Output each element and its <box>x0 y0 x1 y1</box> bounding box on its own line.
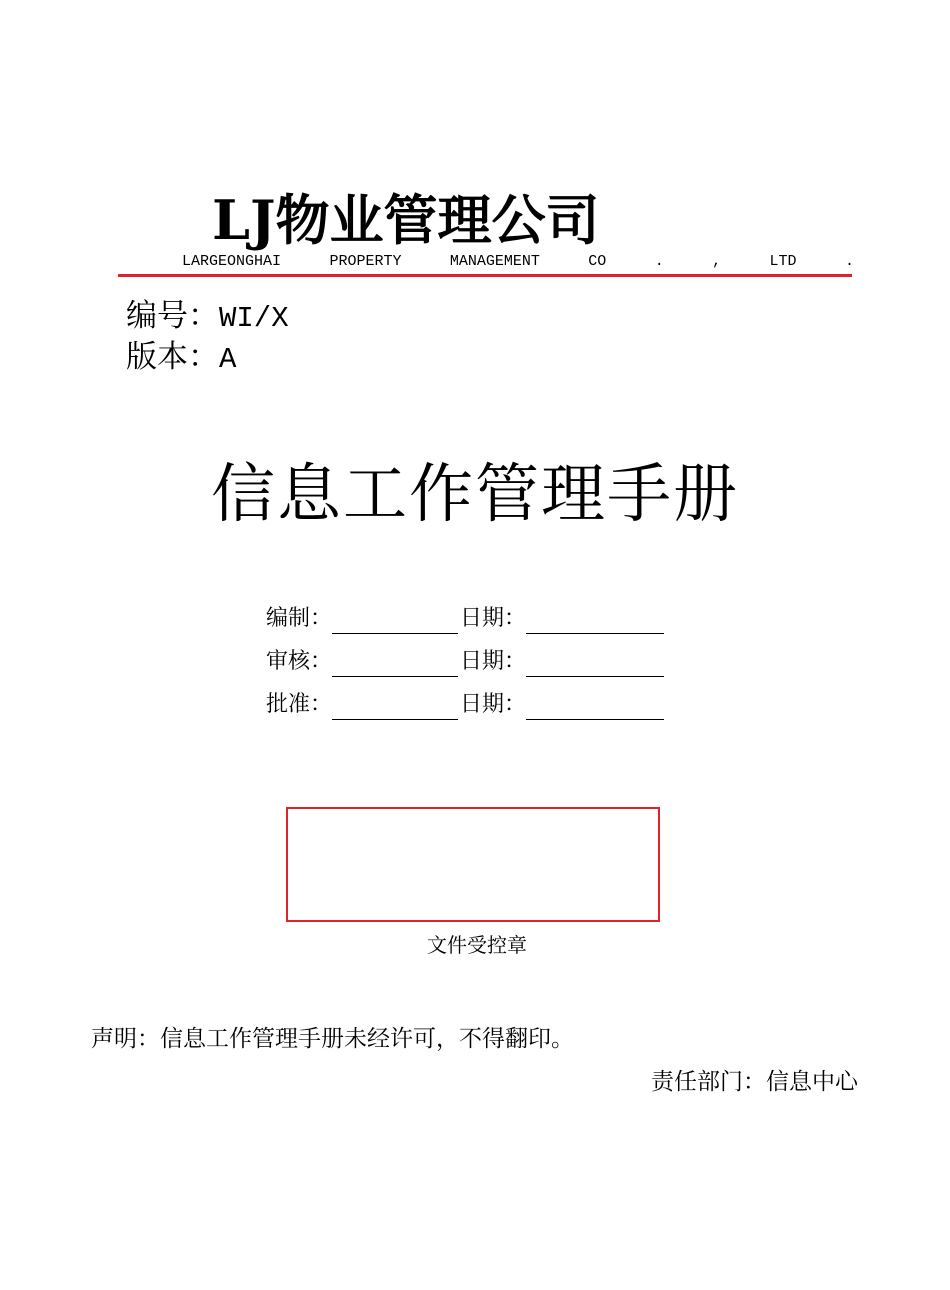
company-en-word: , <box>712 253 722 270</box>
date-blank[interactable] <box>526 695 664 720</box>
company-name: LJ物业管理公司 <box>212 188 600 252</box>
signature-label: 批准： <box>266 692 333 717</box>
company-en-word: CO <box>588 253 607 270</box>
controlled-document-stamp-box <box>286 807 660 922</box>
company-en-word: MANAGEMENT <box>449 253 540 270</box>
company-en-word: . <box>654 253 664 270</box>
company-en-word: LARGEONGHAI <box>182 253 282 270</box>
date-label: 日期： <box>460 649 527 674</box>
signature-label: 编制： <box>266 606 333 631</box>
document-number <box>126 296 289 339</box>
header-divider <box>118 274 852 277</box>
company-en-word: . <box>844 253 854 270</box>
signature-row-prepared <box>266 604 664 634</box>
company-en-word: PROPERTY <box>329 253 402 270</box>
document-version-label: 版本： <box>126 339 219 375</box>
document-version <box>126 337 236 380</box>
company-en-word: LTD <box>769 253 797 270</box>
copyright-statement: 声明：信息工作管理手册未经许可，不得翻印。 <box>91 1026 574 1052</box>
signature-label: 审核： <box>266 649 333 674</box>
signature-blank[interactable] <box>332 652 458 677</box>
signature-row-reviewed <box>266 647 664 677</box>
signature-blank[interactable] <box>332 695 458 720</box>
document-number-label: 编号： <box>126 298 219 334</box>
stamp-caption: 文件受控章 <box>427 933 527 957</box>
responsible-department: 责任部门：信息中心 <box>651 1069 858 1095</box>
date-label: 日期： <box>460 692 527 717</box>
document-title: 信息工作管理手册 <box>211 458 739 532</box>
date-blank[interactable] <box>526 652 664 677</box>
date-label: 日期： <box>460 606 527 631</box>
document-version-value: A <box>219 343 237 376</box>
company-english-name <box>182 252 854 272</box>
document-number-value: WI/X <box>219 302 289 335</box>
date-blank[interactable] <box>526 609 664 634</box>
signature-blank[interactable] <box>332 609 458 634</box>
signature-row-approved <box>266 690 664 720</box>
